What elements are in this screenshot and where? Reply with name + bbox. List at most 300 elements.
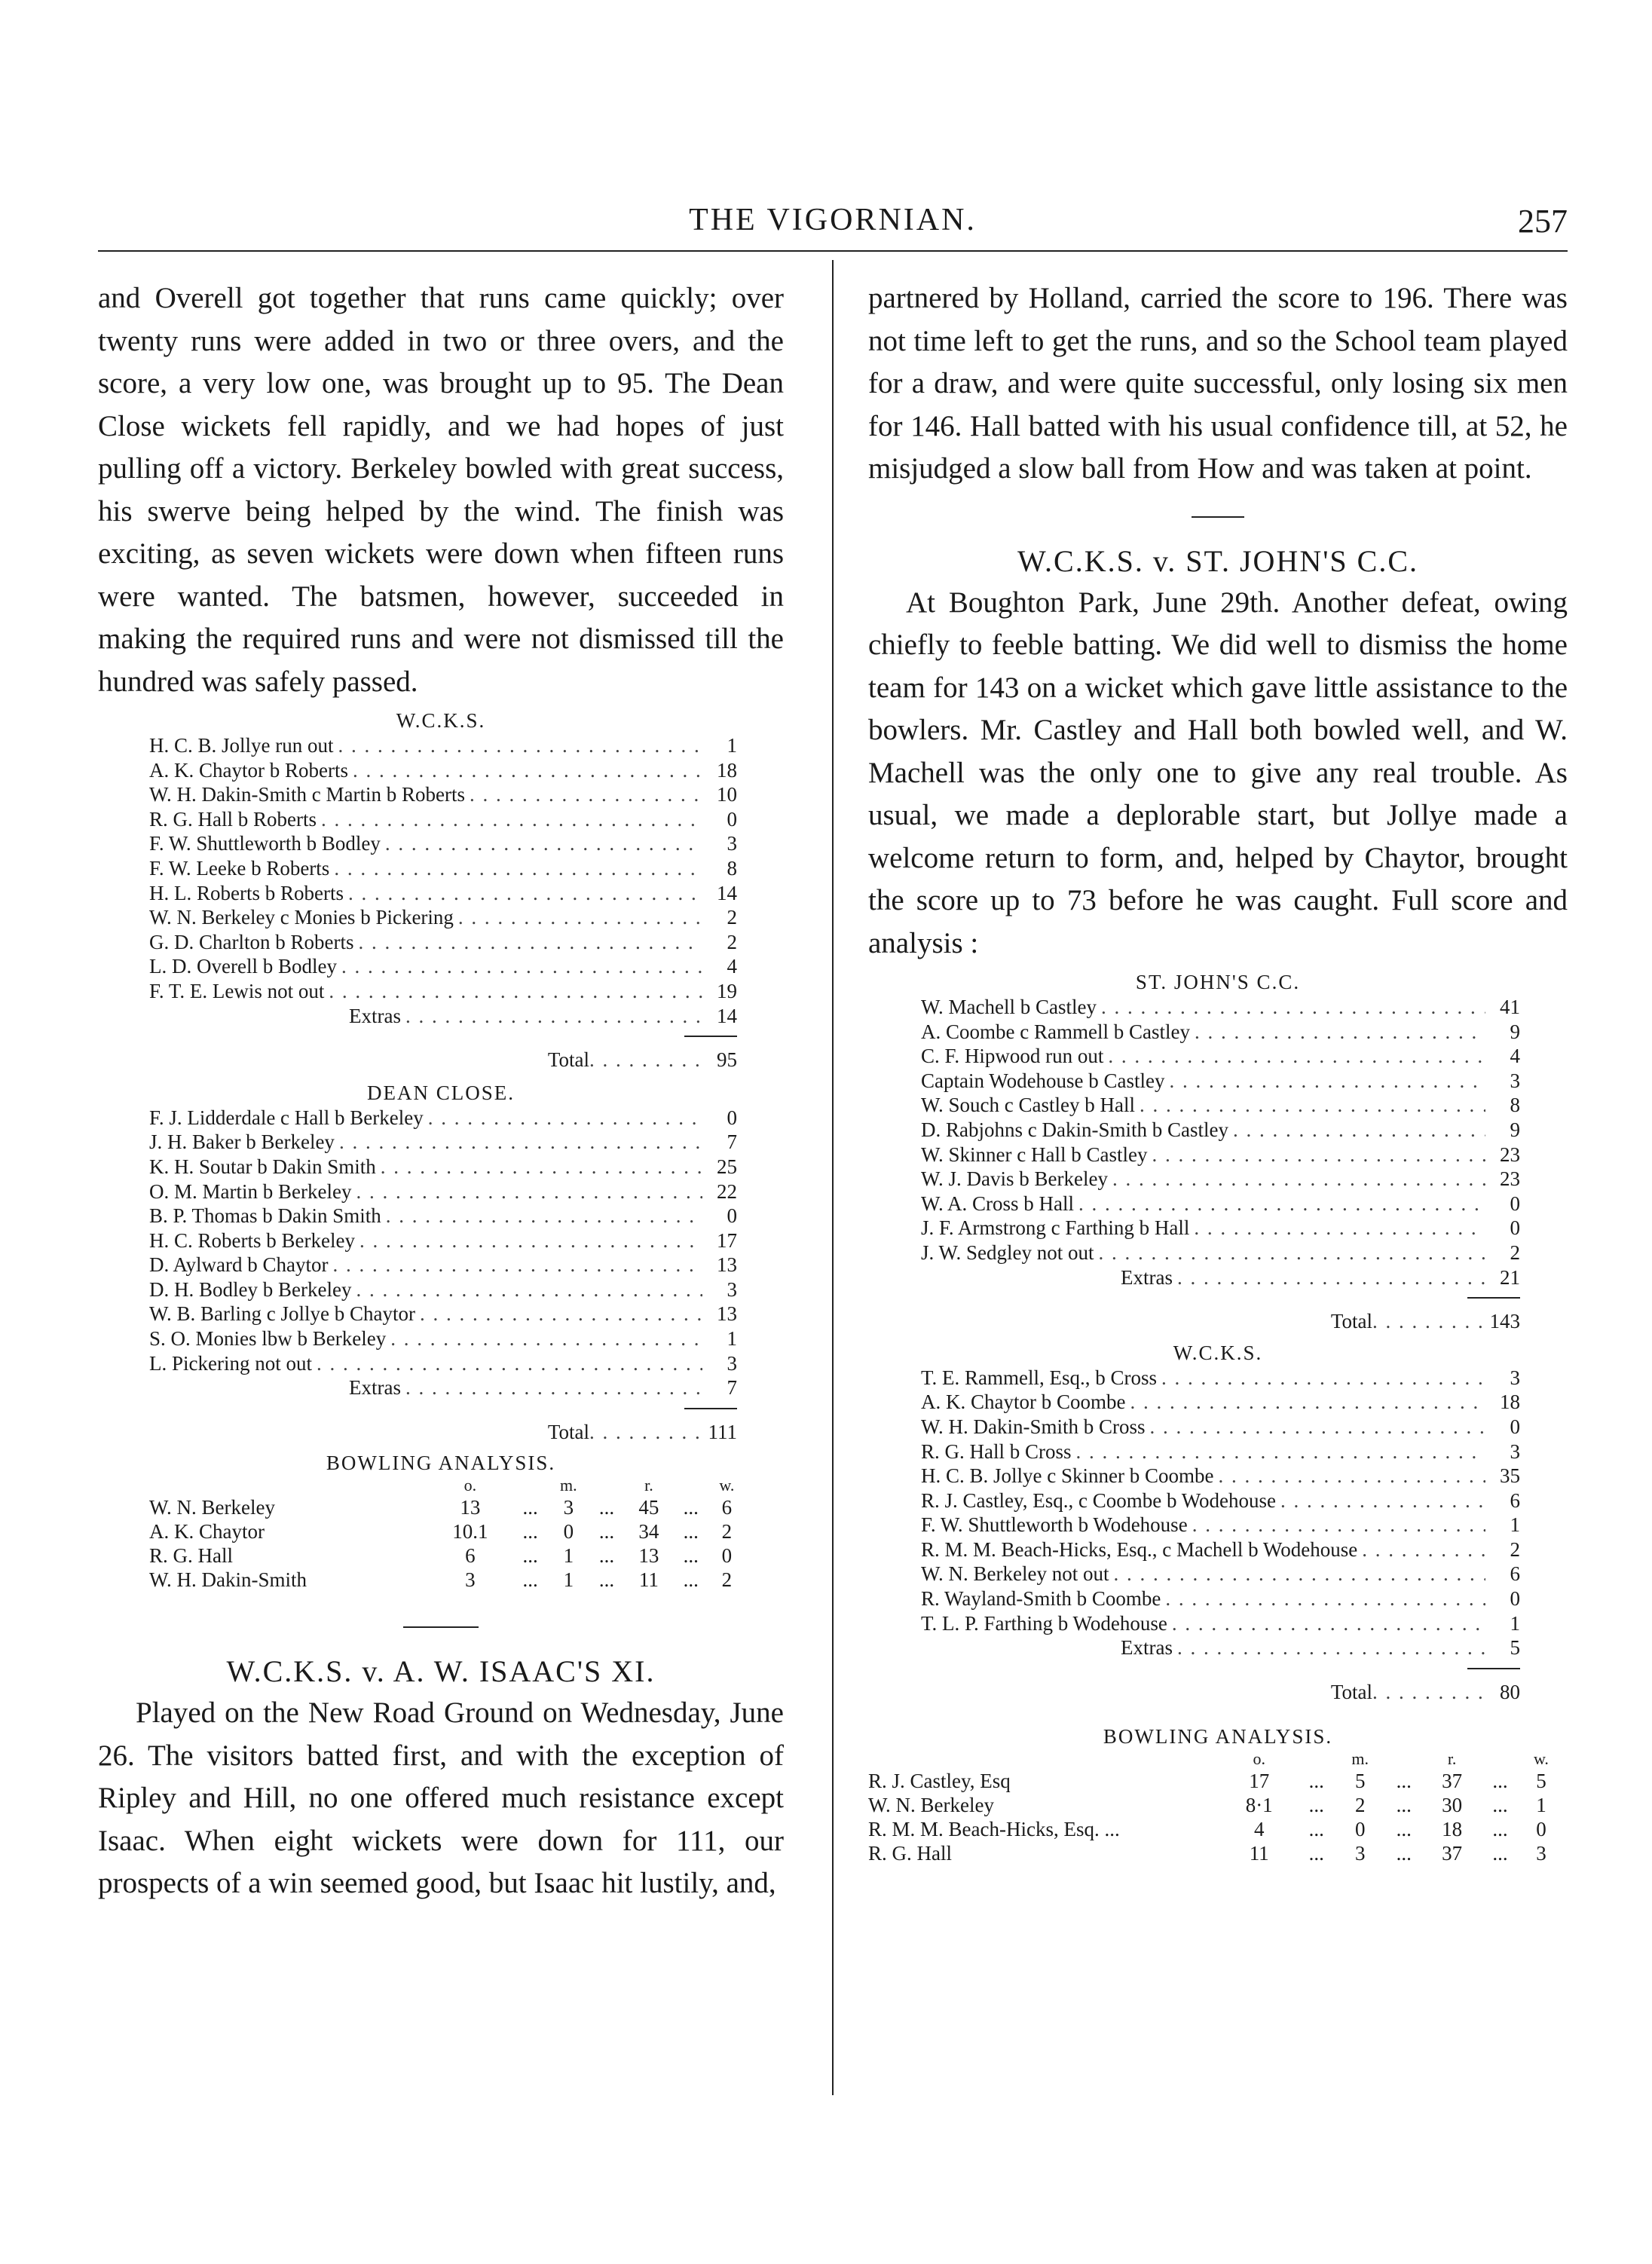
leader-dots	[1099, 1241, 1485, 1265]
wcks-scorecard	[149, 733, 737, 1072]
batsman-name: H. C. Roberts b Berkeley	[149, 1228, 355, 1252]
bowling-header-cell: m.	[560, 1476, 577, 1495]
separator-cell	[512, 1476, 549, 1495]
batsman-row	[921, 1439, 1520, 1464]
leader-dots	[1150, 1415, 1485, 1439]
total-runs: 80	[1500, 1680, 1520, 1703]
right-bowling-table	[868, 1749, 1562, 1865]
wcks-score-title: W.C.K.S.	[396, 709, 486, 732]
wcks-2-scorecard	[921, 1366, 1520, 1705]
leader-dots	[1177, 1265, 1485, 1290]
leader-dots	[1192, 1513, 1485, 1537]
leader-dots	[1078, 1192, 1485, 1216]
leader-dots	[1195, 1020, 1485, 1045]
batsman-row	[149, 807, 737, 832]
bowling-header-cell: o.	[463, 1476, 477, 1495]
batsman-row	[149, 856, 737, 881]
page-number: 257	[1518, 203, 1568, 240]
batsman-name: T. E. Rammell, Esq., b Cross	[921, 1366, 1157, 1389]
separator-cell: ...	[1492, 1842, 1508, 1865]
separator-cell: ...	[1492, 1794, 1508, 1817]
batsman-runs: 19	[717, 979, 737, 1002]
bowling-header-cell: r.	[1447, 1749, 1457, 1769]
running-header	[98, 202, 1568, 250]
leader-dots	[1101, 995, 1485, 1020]
batsman-runs: 25	[717, 1155, 737, 1178]
batsman-runs: 0	[1510, 1587, 1520, 1611]
batsman-name: H. C. B. Jollye c Skinner b Coombe	[921, 1464, 1214, 1488]
total-runs: 143	[1489, 1310, 1520, 1333]
batsman-row	[921, 1415, 1520, 1439]
batsman-runs: 18	[1500, 1391, 1520, 1414]
bowling-row	[868, 1793, 1562, 1817]
separator-cell: ...	[1308, 1794, 1324, 1817]
batsman-runs: 6	[1510, 1488, 1520, 1512]
bowling-row	[149, 1519, 745, 1543]
separator-cell: ...	[598, 1496, 615, 1519]
bowling-m: 2	[1354, 1794, 1366, 1817]
bowling-header-cell: w.	[719, 1476, 735, 1495]
total-label: Total	[1330, 1680, 1372, 1703]
total-row	[149, 1048, 737, 1072]
batsman-name: H. L. Roberts b Roberts	[149, 881, 344, 904]
batsman-row	[149, 905, 737, 930]
leader-dots	[359, 1228, 702, 1253]
leader-dots	[1113, 1562, 1485, 1586]
bowling-header-cell: o.	[1253, 1749, 1265, 1769]
separator-cell: ...	[1492, 1818, 1508, 1841]
bowling-o: 13	[460, 1496, 481, 1519]
batsman-row	[149, 1253, 737, 1277]
leader-dots	[1108, 1044, 1485, 1069]
batsman-row	[149, 930, 737, 955]
batsman-row	[921, 1044, 1520, 1069]
continued-paragraph: partnered by Holland, carried the score to 196. There was not time left to get the runs, and so the School team played for a draw, and were quite successful, only losing six men for 146. Hall batted with his usual confidence till, at 52, he misjudged a slow ball from How and was taken at point.	[868, 282, 1568, 485]
bowler-name: R. J. Castley, Esq	[868, 1770, 1011, 1793]
batsman-name: J. H. Baker b Berkeley	[149, 1130, 335, 1154]
left-bowling-title: BOWLING ANALYSIS.	[326, 1452, 556, 1475]
batsman-runs: 1	[1510, 1513, 1520, 1537]
journal-title: THE VIGORNIAN.	[689, 203, 977, 237]
extras-runs: 21	[1500, 1265, 1520, 1289]
batsman-name: F. J. Lidderdale c Hall b Berkeley	[149, 1106, 424, 1129]
batsman-runs: 13	[717, 1253, 737, 1277]
extras-runs: 7	[727, 1376, 737, 1400]
total-rule	[684, 1036, 737, 1037]
batsman-name: W. J. Davis b Berkeley	[921, 1167, 1108, 1191]
bowling-header-row	[149, 1476, 745, 1495]
leader-dots	[341, 954, 702, 979]
bowling-o: 6	[465, 1544, 476, 1568]
leader-dots	[458, 905, 702, 930]
bowler-name: A. K. Chaytor	[149, 1520, 265, 1543]
leader-dots	[1233, 1118, 1485, 1143]
leader-dots	[386, 1204, 702, 1228]
batsman-runs: 23	[1500, 1167, 1520, 1191]
batsman-runs: 8	[727, 856, 737, 880]
separator-cell	[1479, 1749, 1521, 1769]
batsman-runs: 0	[1510, 1192, 1520, 1215]
batsman-runs: 3	[1510, 1366, 1520, 1389]
bowling-r: 13	[638, 1544, 659, 1568]
bowling-o: 4	[1253, 1818, 1265, 1841]
bowling-w: 6	[721, 1496, 733, 1519]
extras-row	[149, 1375, 737, 1400]
extras-label: Extras	[349, 1376, 401, 1400]
right-bowling-title: BOWLING ANALYSIS.	[1103, 1725, 1333, 1748]
bowling-w: 2	[721, 1520, 733, 1543]
bowler-name: R. M. M. Beach-Hicks, Esq. ...	[868, 1818, 1120, 1841]
separator-cell: ...	[683, 1544, 699, 1568]
batsman-row	[921, 1167, 1520, 1192]
batsman-row	[149, 782, 737, 807]
leader-dots	[385, 831, 702, 856]
batsman-runs: 14	[717, 881, 737, 904]
batsman-runs: 2	[1510, 1537, 1520, 1561]
batsman-row	[921, 1390, 1520, 1415]
batsman-name: A. K. Chaytor b Coombe	[921, 1391, 1126, 1414]
dean-close-title: DEAN CLOSE.	[367, 1081, 515, 1104]
leader-dots	[1152, 1143, 1485, 1167]
batsman-row	[921, 1093, 1520, 1118]
bowling-m: 1	[563, 1544, 574, 1568]
bowling-m: 1	[563, 1568, 574, 1592]
leader-dots	[390, 1326, 702, 1351]
batsman-row	[149, 1130, 737, 1155]
bowling-w: 1	[1536, 1794, 1546, 1817]
batsman-name: T. L. P. Farthing b Wodehouse	[921, 1611, 1167, 1635]
batsman-row	[149, 1155, 737, 1179]
leader-dots	[329, 979, 702, 1004]
bowling-r: 18	[1442, 1818, 1463, 1841]
batsman-row	[921, 1586, 1520, 1611]
separator-cell: ...	[1396, 1794, 1412, 1817]
batsman-name: R. M. M. Beach-Hicks, Esq., c Machell b Wodehouse	[921, 1537, 1358, 1561]
extras-row	[921, 1265, 1520, 1290]
bowler-name: R. G. Hall	[149, 1544, 233, 1568]
batsman-name: R. Wayland-Smith b Coombe	[921, 1587, 1161, 1611]
batsman-row	[921, 1020, 1520, 1045]
batsman-row	[149, 831, 737, 856]
batsman-runs: 1	[1510, 1611, 1520, 1635]
batsman-name: L. D. Overell b Bodley	[149, 955, 337, 978]
leader-dots	[1161, 1366, 1485, 1391]
st-johns-scorecard	[921, 995, 1520, 1334]
separator-cell: ...	[1396, 1842, 1412, 1865]
batsman-runs: 18	[717, 758, 737, 782]
batsman-row	[149, 1351, 737, 1376]
bowling-row	[149, 1495, 745, 1519]
batsman-name: A. K. Chaytor b Roberts	[149, 758, 348, 782]
dean-close-scorecard	[149, 1106, 737, 1445]
batsman-name: J. F. Armstrong c Farthing b Hall	[921, 1216, 1190, 1240]
batsman-runs: 35	[1500, 1464, 1520, 1488]
total-row	[921, 1680, 1520, 1705]
batsman-row	[921, 1488, 1520, 1513]
leader-dots	[1194, 1216, 1485, 1241]
batsman-runs: 2	[727, 906, 737, 929]
total-rule	[1467, 1297, 1520, 1299]
batsman-row	[921, 1611, 1520, 1636]
extras-label: Extras	[1121, 1265, 1173, 1289]
section-rule	[403, 1626, 479, 1628]
leader-dots	[356, 1277, 702, 1302]
leader-dots	[381, 1155, 702, 1179]
separator-cell	[673, 1476, 709, 1495]
batsman-runs: 2	[1510, 1241, 1520, 1264]
bowling-r: 34	[638, 1520, 659, 1543]
batsman-runs: 3	[727, 1277, 737, 1301]
intro-paragraph: and Overell got together that runs came quickly; over twenty runs were added in two or three overs, and the score, a very low one, was brought up to 95. The Dean Close wickets fell rapidly, and we had hopes of just pulling off a victory. Berkeley bowled with great success, his swerve being helped by the wind. The finish was exciting, as seven wickets were down when fifteen runs were wanted. The batsmen, however, succeeded in making the required runs and were not dismissed till the hundred was safely passed.	[98, 282, 784, 698]
batsman-row	[149, 979, 737, 1004]
batsman-runs: 7	[727, 1130, 737, 1154]
left-bowling-table	[149, 1476, 745, 1592]
bowling-r: 37	[1442, 1770, 1463, 1793]
separator-cell: ...	[683, 1520, 699, 1543]
batsman-name: R. G. Hall b Roberts	[149, 807, 317, 831]
batsman-row	[921, 1513, 1520, 1537]
leader-dots	[1280, 1488, 1485, 1513]
bowling-o: 17	[1249, 1770, 1270, 1793]
bowling-m: 5	[1354, 1770, 1366, 1793]
batsman-name: C. F. Hipwood run out	[921, 1045, 1104, 1068]
batsman-runs: 1	[727, 1327, 737, 1351]
bowling-w: 5	[1536, 1770, 1546, 1793]
batsman-runs: 4	[1510, 1045, 1520, 1068]
bowler-name: W. N. Berkeley	[149, 1496, 275, 1519]
batsman-row	[921, 1118, 1520, 1143]
st-johns-heading: W.C.K.S. v. ST. JOHN'S C.C.	[1017, 543, 1419, 578]
batsman-name: W. N. Berkeley not out	[921, 1562, 1109, 1586]
left-column	[98, 277, 784, 1905]
extras-label: Extras	[349, 1004, 401, 1027]
bowling-header-cell: r.	[644, 1476, 653, 1495]
batsman-runs: 22	[717, 1179, 737, 1203]
total-rule	[684, 1408, 737, 1409]
bowling-m: 0	[1354, 1818, 1366, 1841]
leader-dots	[1177, 1635, 1485, 1660]
st-johns-score-title: ST. JOHN'S C.C.	[1135, 971, 1301, 993]
column-divider	[832, 260, 834, 2095]
leader-dots	[1165, 1586, 1485, 1611]
bowling-w: 0	[721, 1544, 733, 1568]
batsman-runs: 3	[727, 1351, 737, 1375]
separator-cell: ...	[598, 1568, 615, 1592]
leader-dots	[470, 782, 702, 807]
leader-dots	[358, 930, 702, 955]
separator-cell: ...	[522, 1544, 538, 1568]
batsman-row	[921, 1464, 1520, 1488]
separator-cell: ...	[1308, 1818, 1324, 1841]
leader-dots	[405, 1004, 702, 1029]
total-row	[149, 1420, 737, 1445]
total-runs: 95	[717, 1048, 737, 1072]
batsman-row	[149, 758, 737, 783]
separator-cell: ...	[522, 1568, 538, 1592]
batsman-row	[149, 1106, 737, 1130]
batsman-name: W. H. Dakin-Smith b Cross	[921, 1415, 1146, 1438]
section-rule	[1192, 516, 1244, 518]
batsman-name: J. W. Sedgley not out	[921, 1241, 1094, 1264]
leader-dots	[348, 881, 702, 906]
separator-cell: ...	[598, 1544, 615, 1568]
separator-cell	[1296, 1749, 1337, 1769]
wcks-2-score-title: W.C.K.S.	[1173, 1341, 1263, 1364]
batsman-runs: 0	[1510, 1216, 1520, 1240]
batsman-runs: 2	[727, 930, 737, 953]
leader-dots	[405, 1375, 702, 1400]
batsman-runs: 41	[1500, 996, 1520, 1018]
separator-cell: ...	[1492, 1770, 1508, 1793]
batsman-runs: 13	[717, 1302, 737, 1326]
bowler-name: W. H. Dakin-Smith	[149, 1568, 307, 1592]
batsman-name: D. Aylward b Chaytor	[149, 1253, 329, 1277]
bowling-header-cell: m.	[1351, 1749, 1369, 1769]
total-label: Total	[1330, 1310, 1372, 1333]
leader-dots	[1172, 1611, 1485, 1636]
separator-cell: ...	[1396, 1770, 1412, 1793]
bowling-row	[868, 1769, 1562, 1793]
batsman-name: W. Machell b Castley	[921, 996, 1097, 1018]
batsman-name: W. Souch c Castley b Hall	[921, 1094, 1135, 1117]
leader-dots	[589, 1048, 702, 1072]
batsman-name: Captain Wodehouse b Castley	[921, 1069, 1165, 1092]
bowling-o: 8·1	[1245, 1794, 1273, 1817]
batsman-runs: 9	[1510, 1118, 1520, 1141]
leader-dots	[353, 758, 702, 783]
batsman-name: G. D. Charlton b Roberts	[149, 930, 354, 953]
batsman-name: D. Rabjohns c Dakin-Smith b Castley	[921, 1118, 1228, 1141]
batsman-name: O. M. Martin b Berkeley	[149, 1179, 352, 1203]
batsman-row	[921, 1069, 1520, 1094]
batsman-name: W. N. Berkeley c Monies b Pickering	[149, 906, 454, 929]
leader-dots	[321, 807, 702, 832]
batsman-row	[149, 1326, 737, 1351]
batsman-row	[149, 1228, 737, 1253]
bowling-row	[149, 1568, 745, 1592]
separator-cell: ...	[598, 1520, 615, 1543]
batsman-row	[921, 1143, 1520, 1167]
right-column	[868, 277, 1568, 1865]
extras-row	[149, 1004, 737, 1029]
leader-dots	[356, 1179, 702, 1204]
batsman-row	[149, 954, 737, 979]
extras-runs: 5	[1510, 1636, 1520, 1660]
batsman-name: R. J. Castley, Esq., c Coombe b Wodehouse	[921, 1488, 1277, 1512]
batsman-runs: 3	[1510, 1069, 1520, 1092]
batsman-runs: 0	[727, 807, 737, 831]
bowling-o: 3	[465, 1568, 476, 1592]
batsman-name: W. Skinner c Hall b Castley	[921, 1143, 1148, 1166]
batsman-name: B. P. Thomas b Dakin Smith	[149, 1204, 381, 1228]
leader-dots	[1362, 1537, 1485, 1562]
bowling-w: 2	[721, 1568, 733, 1592]
batsman-name: A. Coombe c Rammell b Castley	[921, 1020, 1190, 1043]
batsman-name: S. O. Monies lbw b Berkeley	[149, 1327, 387, 1351]
bowler-header-cell	[868, 1749, 1222, 1769]
bowling-r: 11	[638, 1568, 659, 1592]
leader-dots	[1170, 1069, 1485, 1094]
batsman-row	[149, 1302, 737, 1326]
bowler-name: W. N. Berkeley	[868, 1794, 994, 1817]
batsman-row	[921, 1562, 1520, 1586]
batsman-runs: 0	[1510, 1415, 1520, 1438]
bowling-w: 3	[1536, 1842, 1546, 1865]
leader-dots	[333, 1253, 703, 1277]
leader-dots	[1372, 1309, 1485, 1334]
batsman-row	[921, 1241, 1520, 1265]
leader-dots	[1372, 1680, 1485, 1705]
batsman-name: H. C. B. Jollye run out	[149, 734, 334, 757]
extras-row	[921, 1635, 1520, 1660]
batsman-name: W. B. Barling c Jollye b Chaytor	[149, 1302, 415, 1326]
batsman-name: R. G. Hall b Cross	[921, 1439, 1072, 1463]
separator-cell: ...	[1308, 1842, 1324, 1865]
batsman-runs: 0	[727, 1106, 737, 1129]
batsman-runs: 3	[1510, 1439, 1520, 1463]
total-rule	[1467, 1668, 1520, 1669]
extras-label: Extras	[1121, 1636, 1173, 1660]
total-row	[921, 1309, 1520, 1334]
leader-dots	[1140, 1093, 1485, 1118]
batsman-row	[149, 1204, 737, 1228]
batsman-row	[149, 1179, 737, 1204]
leader-dots	[428, 1106, 702, 1130]
batsman-runs: 8	[1510, 1094, 1520, 1117]
leader-dots	[1076, 1439, 1485, 1464]
batsman-name: K. H. Soutar b Dakin Smith	[149, 1155, 376, 1178]
total-label: Total	[547, 1048, 589, 1072]
batsman-runs: 4	[727, 955, 737, 978]
separator-cell: ...	[522, 1496, 538, 1519]
total-label: Total	[547, 1420, 589, 1443]
leader-dots	[420, 1302, 702, 1326]
batsman-row	[921, 1366, 1520, 1391]
batsman-row	[149, 881, 737, 906]
leader-dots	[338, 733, 702, 758]
separator-cell	[1383, 1749, 1424, 1769]
bowling-o: 11	[1249, 1842, 1269, 1865]
batsman-name: W. H. Dakin-Smith c Martin b Roberts	[149, 783, 465, 806]
total-runs: 111	[708, 1420, 737, 1443]
batsman-runs: 23	[1500, 1143, 1520, 1166]
bowling-r: 37	[1442, 1842, 1463, 1865]
separator-cell: ...	[522, 1520, 538, 1543]
batsman-runs: 0	[727, 1204, 737, 1228]
isaac-paragraph: Played on the New Road Ground on Wednesday, June 26. The visitors batted first, and with the exception of Ripley and Hill, no one offered much resistance except Isaac. When eight wickets were down for 111, our prospects of a win seemed good, but Isaac hit lustily, and,	[98, 1696, 784, 1900]
batsman-row	[921, 1537, 1520, 1562]
batsman-runs: 1	[727, 734, 737, 757]
batsman-row	[149, 733, 737, 758]
batsman-row	[921, 1216, 1520, 1241]
batsman-row	[921, 995, 1520, 1020]
batsman-runs: 17	[717, 1228, 737, 1252]
leader-dots	[317, 1351, 702, 1376]
bowling-m: 3	[1354, 1842, 1366, 1865]
leader-dots	[334, 856, 702, 881]
batsman-name: F. W. Shuttleworth b Bodley	[149, 832, 381, 855]
bowling-row	[868, 1841, 1562, 1865]
batsman-name: D. H. Bodley b Berkeley	[149, 1277, 352, 1301]
separator-cell: ...	[1308, 1770, 1324, 1793]
st-johns-paragraph: At Boughton Park, June 29th. Another defeat, owing chiefly to feeble batting. We did well to dismiss the home team for 143 on a wicket which gave little assistance to the bowlers. Mr. Castley and Hall both bowled well, and W. Machell was the only one to give any real trouble. As usual, we made a deplorable start, but Jollye made a welcome return to form, and, helped by Chaytor, brought the score up to 73 before he was caught. Full score and analysis :	[868, 586, 1568, 959]
bowler-header-cell	[149, 1476, 428, 1495]
bowling-row	[149, 1543, 745, 1568]
separator-cell: ...	[683, 1568, 699, 1592]
batsman-row	[149, 1277, 737, 1302]
bowling-r: 30	[1442, 1794, 1463, 1817]
batsman-name: W. A. Cross b Hall	[921, 1192, 1075, 1215]
